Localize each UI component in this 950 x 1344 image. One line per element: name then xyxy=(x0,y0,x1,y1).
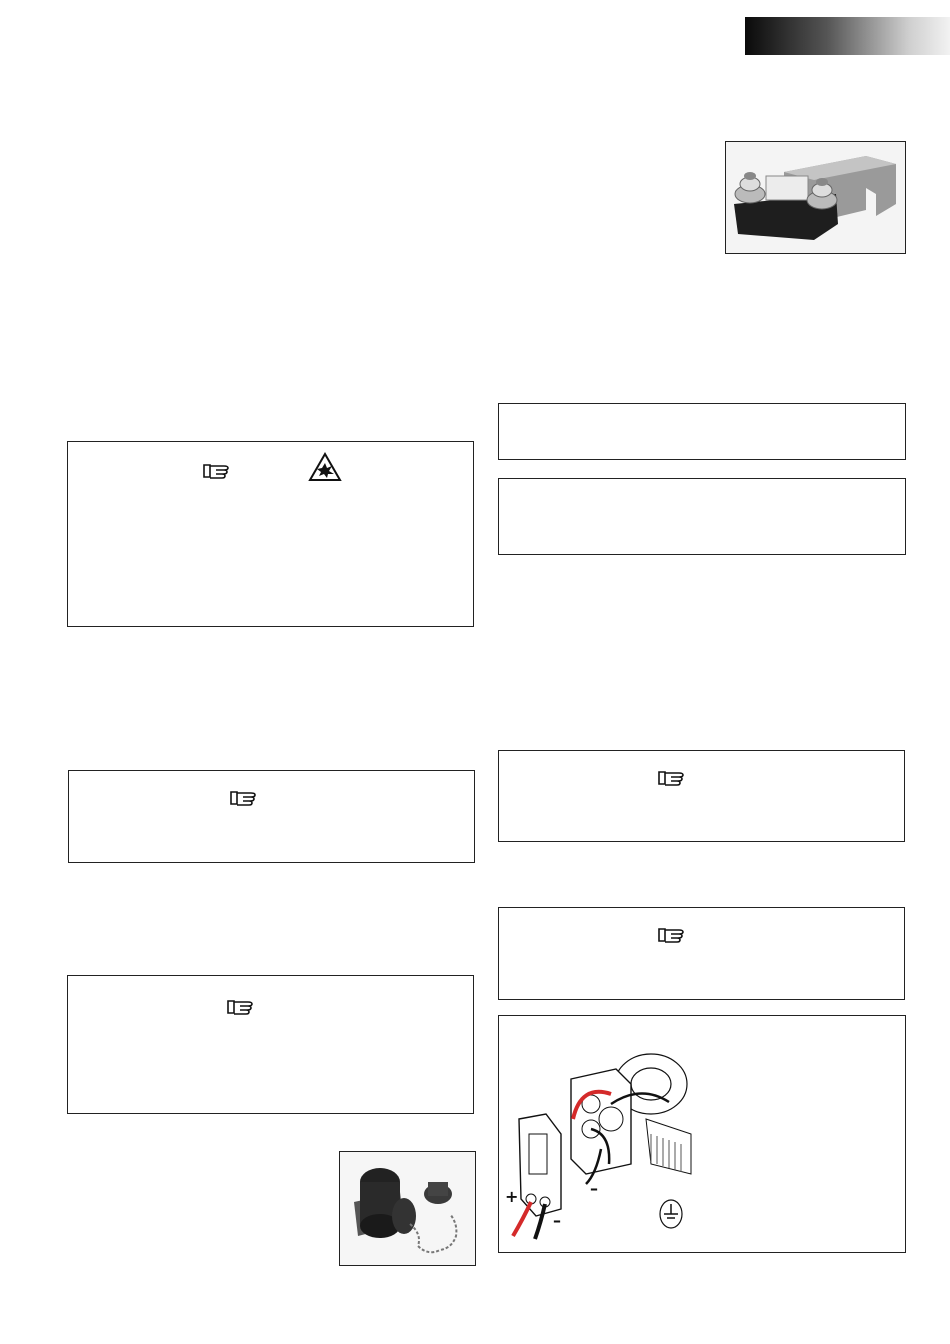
warning-box-explosion xyxy=(67,441,474,627)
explosion-hazard-icon xyxy=(308,452,342,482)
wiring-panel-left-drawing xyxy=(501,1024,696,1249)
pointing-hand-icon xyxy=(229,787,259,807)
fuse-holder-photo xyxy=(725,141,906,254)
header-band xyxy=(745,17,950,55)
fuse-holder-image xyxy=(726,142,906,254)
note-box-1 xyxy=(68,770,475,863)
info-box-1 xyxy=(498,403,906,460)
wiring-diagram xyxy=(498,1015,906,1253)
pointing-hand-icon xyxy=(202,460,232,480)
note-box-3 xyxy=(498,750,905,842)
minus-sign-bottom: – xyxy=(553,1211,561,1230)
pointing-hand-icon xyxy=(657,767,687,787)
note-box-2 xyxy=(67,975,474,1114)
minus-sign-mid: – xyxy=(590,1179,598,1198)
pointing-hand-icon xyxy=(657,924,687,944)
pointing-hand-icon xyxy=(226,996,256,1016)
plus-sign-left: + xyxy=(505,1187,519,1206)
info-box-2 xyxy=(498,478,906,555)
socket-photo xyxy=(339,1151,476,1266)
note-box-4 xyxy=(498,907,905,1000)
plug-socket-with-cap-image xyxy=(340,1152,476,1266)
